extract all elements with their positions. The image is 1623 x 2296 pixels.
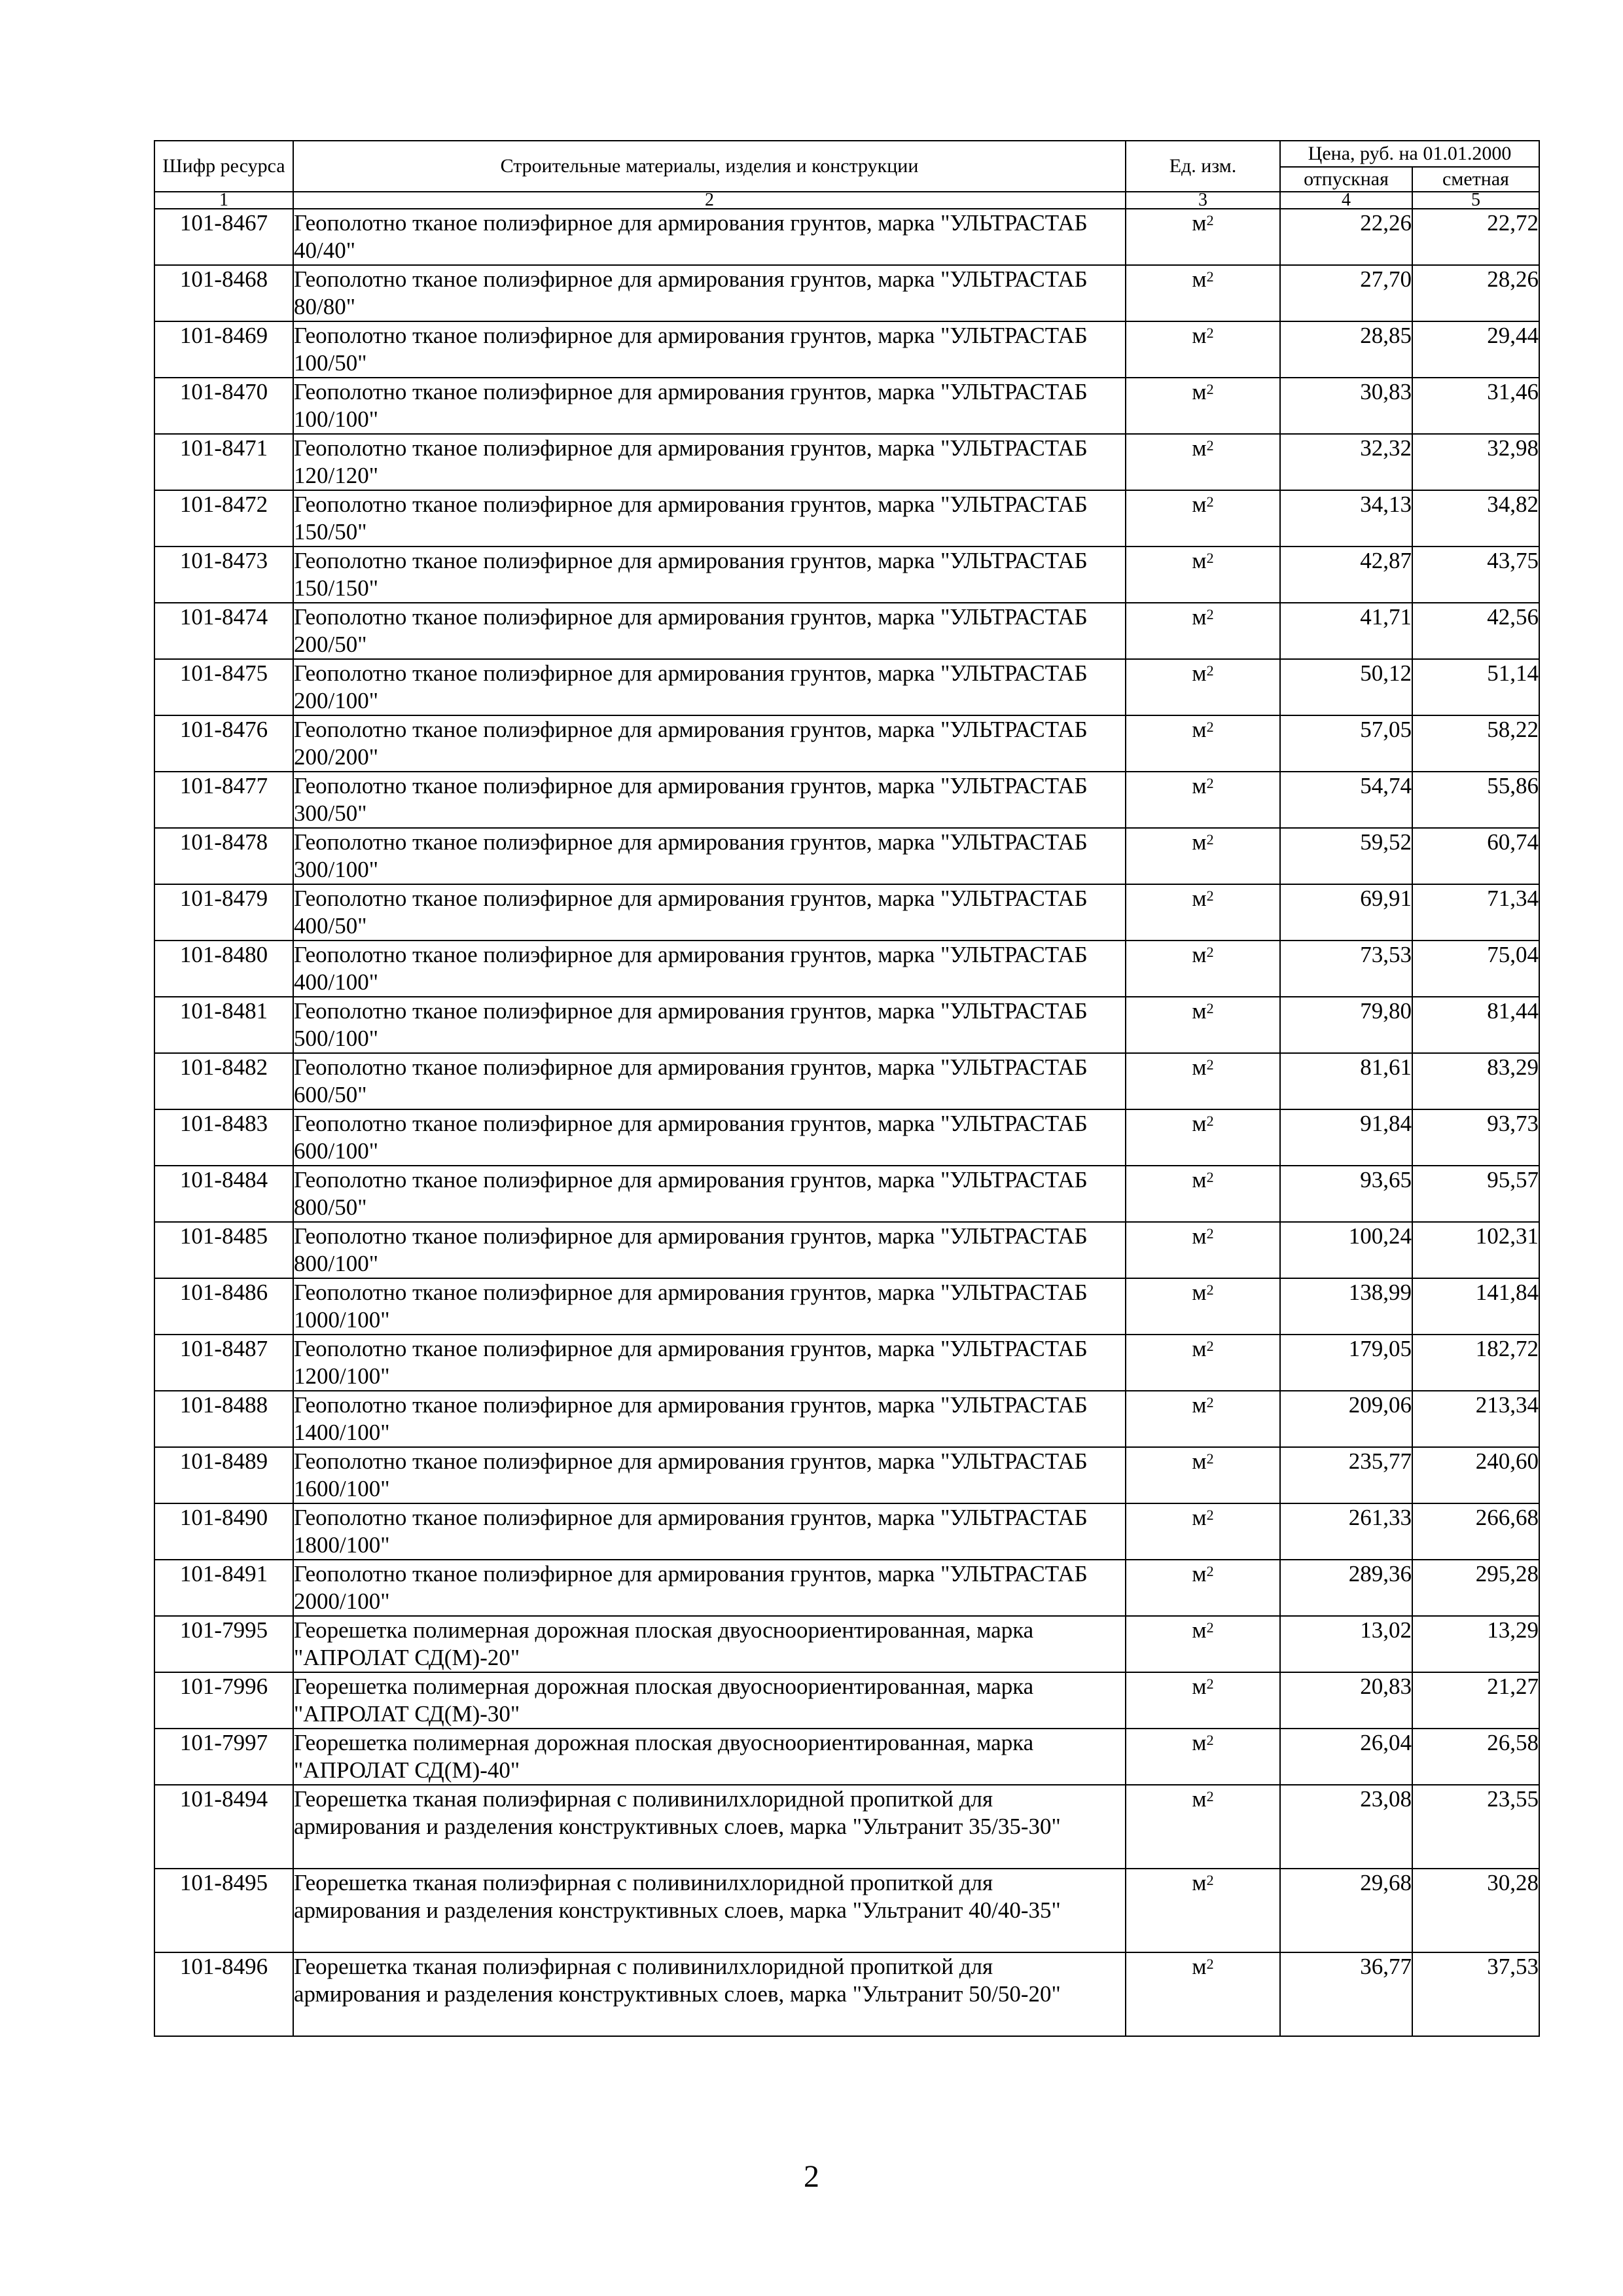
price-estimate: 55,86 — [1412, 772, 1539, 828]
unit-base: м — [1192, 998, 1207, 1024]
unit-base: м — [1192, 604, 1207, 630]
price-estimate: 60,74 — [1412, 828, 1539, 884]
unit-power: 2 — [1206, 831, 1214, 848]
header-price-estimate: сметная — [1412, 167, 1539, 192]
unit-cell — [1126, 1952, 1280, 2036]
table-row — [154, 1785, 1539, 1869]
price-estimate: 31,46 — [1412, 378, 1539, 434]
unit-power: 2 — [1206, 606, 1214, 622]
price-release: 69,91 — [1280, 884, 1412, 941]
material-name: Георешетка тканая полиэфирная с поливинилхлоридной пропиткой для армирования и разделения конструктивных слоев, марка "Ультранит 35/35-30" — [293, 1785, 1126, 1869]
price-estimate: 23,55 — [1412, 1785, 1539, 1869]
resource-code: 101-8494 — [154, 1785, 293, 1869]
price-release: 54,74 — [1280, 772, 1412, 828]
resource-code: 101-8479 — [154, 884, 293, 941]
material-name: Геополотно тканое полиэфирное для армирования грунтов, марка "УЛЬТРАСТАБ 800/50" — [293, 1166, 1126, 1222]
unit-base: м — [1192, 1111, 1207, 1136]
unit-base: м — [1192, 1617, 1207, 1643]
table-row — [154, 1503, 1539, 1560]
unit-cell — [1126, 941, 1280, 997]
table-row — [154, 490, 1539, 547]
price-estimate: 213,34 — [1412, 1391, 1539, 1447]
unit-base: м — [1192, 942, 1207, 967]
unit-power: 2 — [1206, 944, 1214, 960]
material-name: Геополотно тканое полиэфирное для армирования грунтов, марка "УЛЬТРАСТАБ 1400/100" — [293, 1391, 1126, 1447]
unit-power: 2 — [1206, 1225, 1214, 1242]
unit-cell — [1126, 1222, 1280, 1278]
material-name: Геополотно тканое полиэфирное для армирования грунтов, марка "УЛЬТРАСТАБ 300/50" — [293, 772, 1126, 828]
unit-power: 2 — [1206, 662, 1214, 679]
header-unit: Ед. изм. — [1126, 141, 1280, 192]
unit-power: 2 — [1206, 1282, 1214, 1298]
unit-power: 2 — [1206, 1619, 1214, 1636]
table-row — [154, 1560, 1539, 1616]
material-name: Геополотно тканое полиэфирное для армирования грунтов, марка "УЛЬТРАСТАБ 1000/100" — [293, 1278, 1126, 1335]
price-estimate: 51,14 — [1412, 659, 1539, 715]
unit-power: 2 — [1206, 1000, 1214, 1016]
unit-power: 2 — [1206, 1732, 1214, 1748]
resource-code: 101-8475 — [154, 659, 293, 715]
table-row — [154, 603, 1539, 659]
material-name: Геополотно тканое полиэфирное для армирования грунтов, марка "УЛЬТРАСТАБ 800/100" — [293, 1222, 1126, 1278]
unit-power: 2 — [1206, 325, 1214, 341]
table-row — [154, 1391, 1539, 1447]
unit-cell — [1126, 1278, 1280, 1335]
unit-base: м — [1192, 717, 1207, 742]
resource-code: 101-8476 — [154, 715, 293, 772]
price-estimate: 32,98 — [1412, 434, 1539, 490]
resource-code: 101-8474 — [154, 603, 293, 659]
material-name: Геополотно тканое полиэфирное для армирования грунтов, марка "УЛЬТРАСТАБ 80/80" — [293, 265, 1126, 321]
material-name: Геополотно тканое полиэфирное для армирования грунтов, марка "УЛЬТРАСТАБ 150/150" — [293, 547, 1126, 603]
price-release: 50,12 — [1280, 659, 1412, 715]
price-estimate: 75,04 — [1412, 941, 1539, 997]
material-name: Геополотно тканое полиэфирное для армирования грунтов, марка "УЛЬТРАСТАБ 150/50" — [293, 490, 1126, 547]
unit-cell — [1126, 1785, 1280, 1869]
resource-code: 101-8468 — [154, 265, 293, 321]
price-estimate: 266,68 — [1412, 1503, 1539, 1560]
price-release: 20,83 — [1280, 1672, 1412, 1729]
price-release: 22,26 — [1280, 209, 1412, 265]
unit-cell — [1126, 828, 1280, 884]
price-estimate: 71,34 — [1412, 884, 1539, 941]
unit-base: м — [1192, 1223, 1207, 1249]
unit-cell — [1126, 209, 1280, 265]
price-release: 30,83 — [1280, 378, 1412, 434]
price-estimate: 95,57 — [1412, 1166, 1539, 1222]
price-release: 59,52 — [1280, 828, 1412, 884]
unit-base: м — [1192, 1054, 1207, 1080]
unit-cell — [1126, 1335, 1280, 1391]
unit-power: 2 — [1206, 493, 1214, 510]
price-release: 28,85 — [1280, 321, 1412, 378]
material-name: Геополотно тканое полиэфирное для армирования грунтов, марка "УЛЬТРАСТАБ 40/40" — [293, 209, 1126, 265]
unit-cell — [1126, 490, 1280, 547]
table-row — [154, 828, 1539, 884]
unit-cell — [1126, 265, 1280, 321]
price-release: 100,24 — [1280, 1222, 1412, 1278]
resource-code: 101-8469 — [154, 321, 293, 378]
table-row — [154, 941, 1539, 997]
unit-power: 2 — [1206, 719, 1214, 735]
material-name: Геополотно тканое полиэфирное для армирования грунтов, марка "УЛЬТРАСТАБ 500/100" — [293, 997, 1126, 1053]
resource-code: 101-8485 — [154, 1222, 293, 1278]
unit-base: м — [1192, 548, 1207, 573]
unit-cell — [1126, 772, 1280, 828]
unit-cell — [1126, 378, 1280, 434]
material-name: Геополотно тканое полиэфирное для армирования грунтов, марка "УЛЬТРАСТАБ 2000/100" — [293, 1560, 1126, 1616]
unit-base: м — [1192, 1336, 1207, 1361]
unit-cell — [1126, 884, 1280, 941]
resource-code: 101-8484 — [154, 1166, 293, 1222]
unit-base: м — [1192, 1505, 1207, 1530]
price-estimate: 81,44 — [1412, 997, 1539, 1053]
unit-power: 2 — [1206, 1676, 1214, 1692]
price-release: 41,71 — [1280, 603, 1412, 659]
header-code: Шифр ресурса — [154, 141, 293, 192]
table-row — [154, 265, 1539, 321]
header-col-number: 1 — [154, 192, 293, 209]
unit-power: 2 — [1206, 268, 1214, 285]
material-name: Геополотно тканое полиэфирное для армирования грунтов, марка "УЛЬТРАСТАБ 100/50" — [293, 321, 1126, 378]
unit-base: м — [1192, 829, 1207, 855]
resource-code: 101-8471 — [154, 434, 293, 490]
resource-code: 101-8489 — [154, 1447, 293, 1503]
material-name: Геополотно тканое полиэфирное для армирования грунтов, марка "УЛЬТРАСТАБ 600/100" — [293, 1109, 1126, 1166]
unit-cell — [1126, 1729, 1280, 1785]
unit-base: м — [1192, 1870, 1207, 1895]
material-name: Геополотно тканое полиэфирное для армирования грунтов, марка "УЛЬТРАСТАБ 100/100" — [293, 378, 1126, 434]
unit-base: м — [1192, 1392, 1207, 1418]
unit-base: м — [1192, 1674, 1207, 1699]
material-name: Геополотно тканое полиэфирное для армирования грунтов, марка "УЛЬТРАСТАБ 200/50" — [293, 603, 1126, 659]
unit-power: 2 — [1206, 1169, 1214, 1185]
unit-power: 2 — [1206, 1338, 1214, 1354]
table-row — [154, 1616, 1539, 1672]
unit-base: м — [1192, 435, 1207, 461]
price-release: 42,87 — [1280, 547, 1412, 603]
price-estimate: 240,60 — [1412, 1447, 1539, 1503]
unit-cell — [1126, 434, 1280, 490]
unit-power: 2 — [1206, 1450, 1214, 1467]
price-estimate: 43,75 — [1412, 547, 1539, 603]
unit-cell — [1126, 1391, 1280, 1447]
unit-cell — [1126, 1053, 1280, 1109]
table-body — [154, 209, 1539, 2036]
resource-code: 101-7995 — [154, 1616, 293, 1672]
unit-cell — [1126, 1166, 1280, 1222]
table-row — [154, 1053, 1539, 1109]
resource-code: 101-7996 — [154, 1672, 293, 1729]
unit-cell — [1126, 997, 1280, 1053]
price-estimate: 34,82 — [1412, 490, 1539, 547]
price-estimate: 22,72 — [1412, 209, 1539, 265]
table-row — [154, 1278, 1539, 1335]
unit-base: м — [1192, 1561, 1207, 1587]
price-estimate: 30,28 — [1412, 1869, 1539, 1952]
material-name: Георешетка тканая полиэфирная с поливинилхлоридной пропиткой для армирования и разделения конструктивных слоев, марка "Ультранит 50/50-20" — [293, 1952, 1126, 2036]
unit-power: 2 — [1206, 1056, 1214, 1073]
table-row — [154, 378, 1539, 434]
price-release: 81,61 — [1280, 1053, 1412, 1109]
price-estimate: 182,72 — [1412, 1335, 1539, 1391]
price-release: 13,02 — [1280, 1616, 1412, 1672]
material-name: Георешетка тканая полиэфирная с поливинилхлоридной пропиткой для армирования и разделения конструктивных слоев, марка "Ультранит 40/40-35" — [293, 1869, 1126, 1952]
table-row — [154, 997, 1539, 1053]
material-name: Геополотно тканое полиэфирное для армирования грунтов, марка "УЛЬТРАСТАБ 200/200" — [293, 715, 1126, 772]
price-release: 23,08 — [1280, 1785, 1412, 1869]
price-release: 91,84 — [1280, 1109, 1412, 1166]
table-row — [154, 209, 1539, 265]
unit-base: м — [1192, 210, 1207, 236]
unit-base: м — [1192, 266, 1207, 292]
price-estimate: 58,22 — [1412, 715, 1539, 772]
table-row — [154, 1447, 1539, 1503]
table-row — [154, 1222, 1539, 1278]
price-estimate: 37,53 — [1412, 1952, 1539, 2036]
price-table — [154, 140, 1540, 2037]
price-release: 138,99 — [1280, 1278, 1412, 1335]
price-release: 36,77 — [1280, 1952, 1412, 2036]
unit-power: 2 — [1206, 1956, 1214, 1972]
header-name: Строительные материалы, изделия и конструкции — [293, 141, 1126, 192]
resource-code: 101-8496 — [154, 1952, 293, 2036]
unit-base: м — [1192, 1167, 1207, 1193]
unit-cell — [1126, 1672, 1280, 1729]
price-release: 209,06 — [1280, 1391, 1412, 1447]
header-price-release: отпускная — [1280, 167, 1412, 192]
table-row — [154, 1729, 1539, 1785]
table-row — [154, 1166, 1539, 1222]
resource-code: 101-8486 — [154, 1278, 293, 1335]
table-row — [154, 659, 1539, 715]
header-col-number: 3 — [1126, 192, 1280, 209]
material-name: Геополотно тканое полиэфирное для армирования грунтов, марка "УЛЬТРАСТАБ 600/50" — [293, 1053, 1126, 1109]
resource-code: 101-8478 — [154, 828, 293, 884]
unit-base: м — [1192, 660, 1207, 686]
unit-cell — [1126, 1447, 1280, 1503]
unit-cell — [1126, 1869, 1280, 1952]
page-number: 2 — [804, 2159, 819, 2194]
unit-base: м — [1192, 1280, 1207, 1305]
resource-code: 101-8495 — [154, 1869, 293, 1952]
price-release: 93,65 — [1280, 1166, 1412, 1222]
table-row — [154, 321, 1539, 378]
material-name: Геополотно тканое полиэфирное для армирования грунтов, марка "УЛЬТРАСТАБ 1800/100" — [293, 1503, 1126, 1560]
unit-base: м — [1192, 1954, 1207, 1979]
material-name: Георешетка полимерная дорожная плоская двуосноориентированная, марка "АПРОЛАТ СД(М)-20" — [293, 1616, 1126, 1672]
header-col-number: 4 — [1280, 192, 1412, 209]
resource-code: 101-8482 — [154, 1053, 293, 1109]
price-release: 179,05 — [1280, 1335, 1412, 1391]
resource-code: 101-7997 — [154, 1729, 293, 1785]
price-estimate: 93,73 — [1412, 1109, 1539, 1166]
table-row — [154, 1335, 1539, 1391]
material-name: Геополотно тканое полиэфирное для армирования грунтов, марка "УЛЬТРАСТАБ 120/120" — [293, 434, 1126, 490]
price-release: 57,05 — [1280, 715, 1412, 772]
material-name: Геополотно тканое полиэфирное для армирования грунтов, марка "УЛЬТРАСТАБ 1200/100" — [293, 1335, 1126, 1391]
resource-code: 101-8481 — [154, 997, 293, 1053]
unit-base: м — [1192, 1448, 1207, 1474]
price-release: 289,36 — [1280, 1560, 1412, 1616]
price-estimate: 21,27 — [1412, 1672, 1539, 1729]
price-release: 26,04 — [1280, 1729, 1412, 1785]
price-estimate: 13,29 — [1412, 1616, 1539, 1672]
table-row — [154, 547, 1539, 603]
resource-code: 101-8487 — [154, 1335, 293, 1391]
unit-cell — [1126, 1560, 1280, 1616]
price-release: 79,80 — [1280, 997, 1412, 1053]
unit-cell — [1126, 1616, 1280, 1672]
table-row — [154, 772, 1539, 828]
unit-cell — [1126, 1503, 1280, 1560]
resource-code: 101-8488 — [154, 1391, 293, 1447]
price-release: 34,13 — [1280, 490, 1412, 547]
unit-cell — [1126, 659, 1280, 715]
unit-power: 2 — [1206, 775, 1214, 791]
material-name: Геополотно тканое полиэфирное для армирования грунтов, марка "УЛЬТРАСТАБ 300/100" — [293, 828, 1126, 884]
resource-code: 101-8472 — [154, 490, 293, 547]
table-row — [154, 1869, 1539, 1952]
table-row — [154, 715, 1539, 772]
unit-power: 2 — [1206, 1563, 1214, 1579]
material-name: Геополотно тканое полиэфирное для армирования грунтов, марка "УЛЬТРАСТАБ 400/50" — [293, 884, 1126, 941]
table-header — [154, 141, 1539, 209]
price-release: 73,53 — [1280, 941, 1412, 997]
table-row — [154, 1109, 1539, 1166]
unit-power: 2 — [1206, 1507, 1214, 1523]
material-name: Геополотно тканое полиэфирное для армирования грунтов, марка "УЛЬТРАСТАБ 200/100" — [293, 659, 1126, 715]
resource-code: 101-8477 — [154, 772, 293, 828]
unit-power: 2 — [1206, 1113, 1214, 1129]
unit-cell — [1126, 547, 1280, 603]
unit-base: м — [1192, 886, 1207, 911]
header-col-number: 5 — [1412, 192, 1539, 209]
price-release: 261,33 — [1280, 1503, 1412, 1560]
table-row — [154, 1672, 1539, 1729]
resource-code: 101-8470 — [154, 378, 293, 434]
price-release: 235,77 — [1280, 1447, 1412, 1503]
price-release: 29,68 — [1280, 1869, 1412, 1952]
resource-code: 101-8480 — [154, 941, 293, 997]
material-name: Геополотно тканое полиэфирное для армирования грунтов, марка "УЛЬТРАСТАБ 400/100" — [293, 941, 1126, 997]
unit-cell — [1126, 321, 1280, 378]
resource-code: 101-8491 — [154, 1560, 293, 1616]
unit-base: м — [1192, 1786, 1207, 1812]
table-row — [154, 884, 1539, 941]
table-row — [154, 1952, 1539, 2036]
unit-cell — [1126, 603, 1280, 659]
unit-base: м — [1192, 323, 1207, 348]
resource-code: 101-8467 — [154, 209, 293, 265]
price-estimate: 26,58 — [1412, 1729, 1539, 1785]
price-release: 27,70 — [1280, 265, 1412, 321]
resource-code: 101-8473 — [154, 547, 293, 603]
unit-base: м — [1192, 492, 1207, 517]
price-estimate: 102,31 — [1412, 1222, 1539, 1278]
price-estimate: 141,84 — [1412, 1278, 1539, 1335]
material-name: Георешетка полимерная дорожная плоская двуосноориентированная, марка "АПРОЛАТ СД(М)-30" — [293, 1672, 1126, 1729]
unit-base: м — [1192, 1730, 1207, 1755]
header-price: Цена, руб. на 01.01.2000 — [1280, 141, 1539, 167]
resource-code: 101-8483 — [154, 1109, 293, 1166]
price-estimate: 29,44 — [1412, 321, 1539, 378]
table-row — [154, 434, 1539, 490]
price-release: 32,32 — [1280, 434, 1412, 490]
price-estimate: 83,29 — [1412, 1053, 1539, 1109]
unit-cell — [1126, 1109, 1280, 1166]
price-estimate: 295,28 — [1412, 1560, 1539, 1616]
unit-base: м — [1192, 379, 1207, 404]
resource-code: 101-8490 — [154, 1503, 293, 1560]
material-name: Георешетка полимерная дорожная плоская двуосноориентированная, марка "АПРОЛАТ СД(М)-40" — [293, 1729, 1126, 1785]
unit-power: 2 — [1206, 1872, 1214, 1888]
material-name: Геополотно тканое полиэфирное для армирования грунтов, марка "УЛЬТРАСТАБ 1600/100" — [293, 1447, 1126, 1503]
header-col-number: 2 — [293, 192, 1126, 209]
unit-power: 2 — [1206, 381, 1214, 397]
unit-power: 2 — [1206, 1788, 1214, 1804]
unit-cell — [1126, 715, 1280, 772]
unit-power: 2 — [1206, 212, 1214, 228]
unit-base: м — [1192, 773, 1207, 798]
unit-power: 2 — [1206, 437, 1214, 454]
price-estimate: 42,56 — [1412, 603, 1539, 659]
unit-power: 2 — [1206, 888, 1214, 904]
price-estimate: 28,26 — [1412, 265, 1539, 321]
unit-power: 2 — [1206, 550, 1214, 566]
unit-power: 2 — [1206, 1394, 1214, 1410]
